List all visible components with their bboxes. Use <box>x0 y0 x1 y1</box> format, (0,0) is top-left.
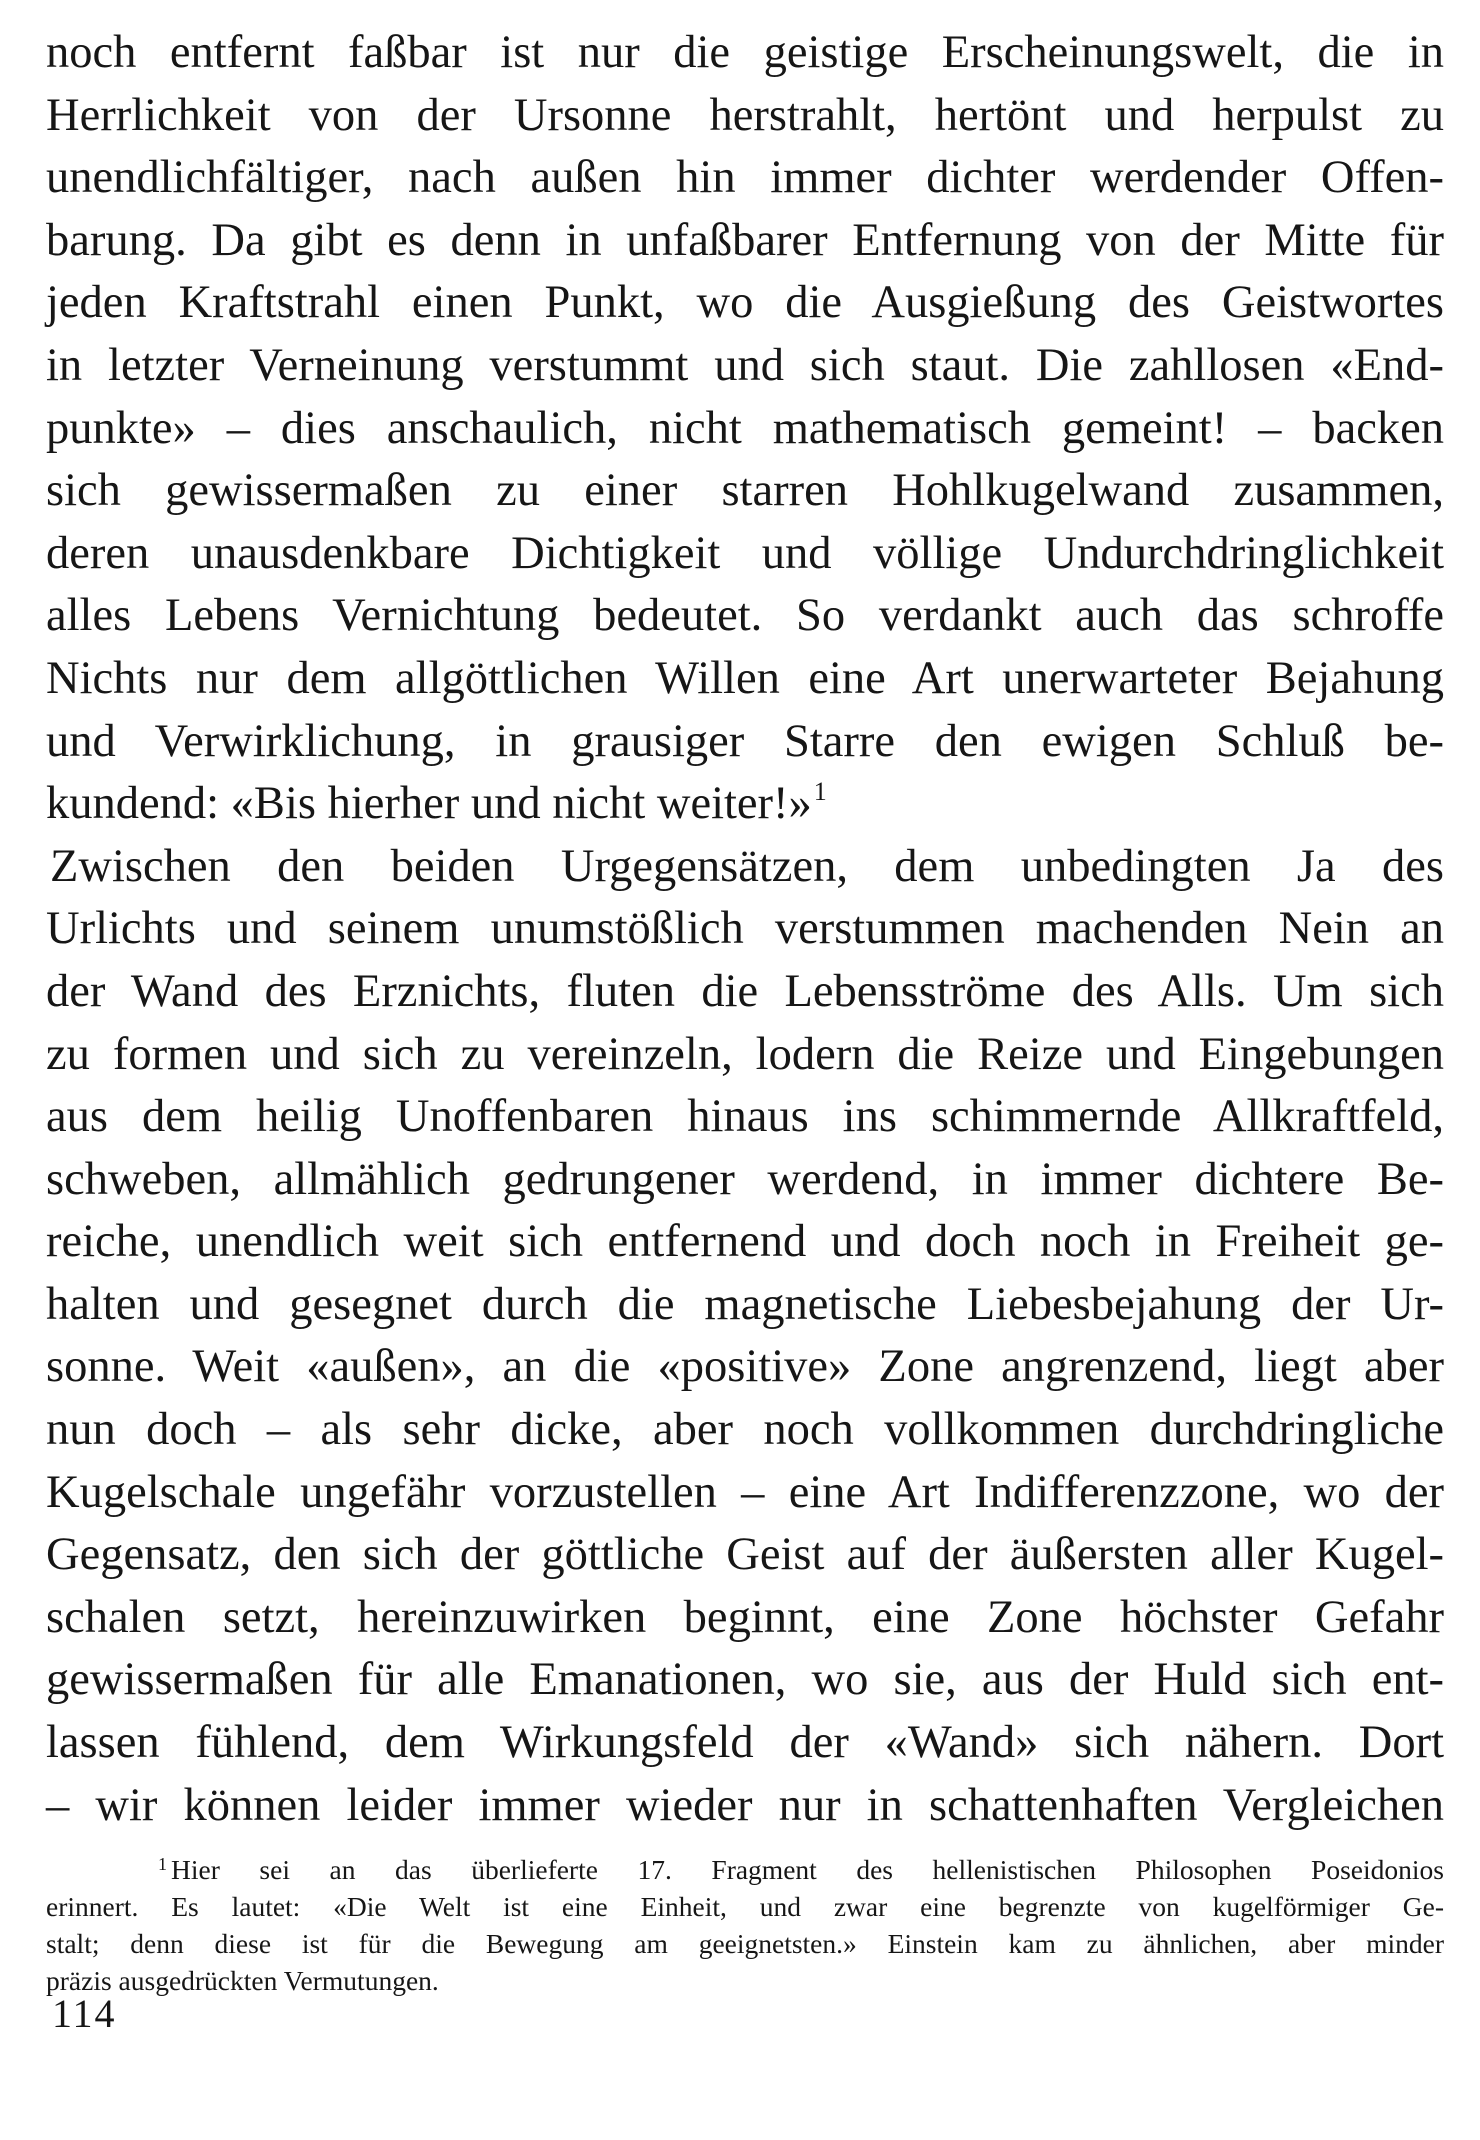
text-line: Nichts nur dem allgöttlichen Willen eine Art unerwarteter Bejahung <box>46 652 1444 704</box>
paragraph-2 <box>46 836 1444 1838</box>
text-line: sich gewissermaßen zu einer starren Hohlkugelwand zusammen, <box>46 465 1444 517</box>
text-line: gewissermaßen für alle Emanationen, wo sie, aus der Huld sich ent- <box>46 1654 1444 1706</box>
text-line: Urlichts und seinem unumstößlich verstummen machenden Nein an <box>46 903 1444 955</box>
text-line: barung. Da gibt es denn in unfaßbarer Entfernung von der Mitte für <box>46 214 1444 266</box>
footnote-line: stalt; denn diese ist für die Bewegung am geeignetsten.» Einstein kam zu ähnlichen, aber minder <box>46 1928 1444 1960</box>
text-line: nun doch – als sehr dicke, aber noch vollkommen durchdringliche <box>46 1404 1444 1456</box>
footnote-line: erinnert. Es lautet: «Die Welt ist eine Einheit, und zwar eine begrenzte von kugelförmiger Ge- <box>46 1891 1444 1923</box>
text-line: aus dem heilig Unoffenbaren hinaus ins schimmernde Allkraftfeld, <box>46 1091 1444 1143</box>
text-line: in letzter Verneinung verstummt und sich staut. Die zahllosen «End- <box>46 339 1444 391</box>
text-line: noch entfernt faßbar ist nur die geistige Erscheinungswelt, die in <box>46 27 1444 78</box>
text-line: halten und gesegnet durch die magnetische Liebesbejahung der Ur- <box>46 1278 1444 1330</box>
text-line: zu formen und sich zu vereinzeln, lodern die Reize und Eingebungen <box>46 1028 1444 1080</box>
text-line: sonne. Weit «außen», an die «positive» Zone angrenzend, liegt aber <box>46 1341 1444 1393</box>
text-line: Gegensatz, den sich der göttliche Geist auf der äußersten aller Kugel- <box>46 1529 1444 1581</box>
text-line-content: kundend: «Bis hierher und nicht weiter!» <box>46 778 812 830</box>
text-line: jeden Kraftstrahl einen Punkt, wo die Ausgießung des Geistwortes <box>46 277 1444 329</box>
text-line: der Wand des Erznichts, fluten die Lebensströme des Alls. Um sich <box>46 965 1444 1017</box>
footnote-line <box>46 1851 1444 1888</box>
text-line: Herrlichkeit von der Ursonne herstrahlt, hertönt und herpulst zu <box>46 89 1444 141</box>
text-line: punkte» – dies anschaulich, nicht mathematisch gemeint! – backen <box>46 402 1444 454</box>
page-body <box>46 22 1444 1999</box>
text-line: – wir können leider immer wieder nur in schattenhaften Vergleichen <box>46 1779 1444 1831</box>
footnote-line: präzis ausgedrückten Vermutungen. <box>46 1965 439 1997</box>
footnote-reference[interactable]: 1 <box>813 777 827 807</box>
footnote <box>46 1851 1444 1999</box>
text-line: reiche, unendlich weit sich entfernend und doch noch in Freiheit ge- <box>46 1216 1444 1268</box>
text-line: lassen fühlend, dem Wirkungsfeld der «Wand» sich nähern. Dort <box>46 1717 1444 1769</box>
text-line: deren unausdenkbare Dichtigkeit und völlige Undurchdringlichkeit <box>46 527 1444 579</box>
text-line: schalen setzt, hereinzuwirken beginnt, eine Zone höchster Gefahr <box>46 1591 1444 1643</box>
text-line: Kugelschale ungefähr vorzustellen – eine Art Indifferenzzone, wo der <box>46 1466 1444 1518</box>
text-line: alles Lebens Vernichtung bedeutet. So verdankt auch das schroffe <box>46 590 1444 642</box>
text-line: schweben, allmählich gedrungener werdend, in immer dichtere Be- <box>46 1153 1444 1205</box>
text-line: unendlichfältiger, nach außen hin immer dichter werdender Offen- <box>46 152 1444 204</box>
text-line-last <box>46 773 1444 836</box>
footnote-number: 1 <box>158 1854 167 1875</box>
text-line: Zwischen den beiden Urgegensätzen, dem unbedingten Ja des <box>50 840 1444 892</box>
paragraph-1 <box>46 22 1444 836</box>
text-line: und Verwirklichung, in grausiger Starre den ewigen Schluß be- <box>46 715 1444 767</box>
page-number: 114 <box>52 1991 117 2036</box>
footnote-line-text: Hier sei an das überlieferte 17. Fragment des hellenistischen Philosophen Poseidonios <box>171 1854 1444 1886</box>
